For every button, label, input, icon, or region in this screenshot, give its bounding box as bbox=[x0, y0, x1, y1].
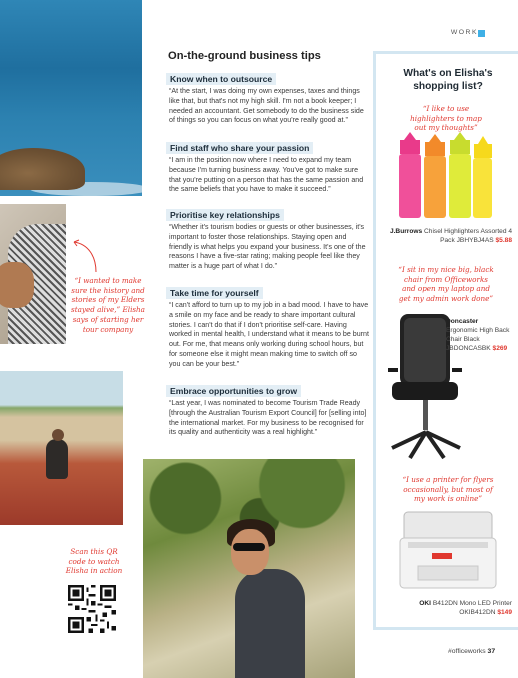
product-quote: “I use a printer for flyers occasionally, but most of my work is online” bbox=[402, 475, 494, 504]
section-body: “I can't afford to turn up to my job in a bad mood. I have to have a smile on my face and be ready to share important cultural stories. I can't do that if I don't prioritise self-care. Having worked in mental health, I understand what it means to be burnt out. For me, that means only working during school hours, but for someone else it might mean making time to switch off so you can be your best.” bbox=[169, 301, 369, 368]
section-label: WORK bbox=[450, 29, 478, 36]
section-body: “At the start, I was doing my own expenses, taxes and things like that, but that's not my high skill. I'm not a book keeper; I needed an accountant. Get somebody to do the business side of things so you can focus on what you're really good at.” bbox=[169, 87, 364, 125]
section-body: “Last year, I was nominated to become Tourism Trade Ready [through the Australian Tourism Export Council] for [selling into] the international market. For my business to be recognised for its quality and authenticity was a real highlight.” bbox=[169, 399, 367, 437]
product-price: $149 bbox=[497, 608, 512, 616]
product-info bbox=[446, 318, 510, 354]
footer bbox=[448, 648, 495, 655]
footer-hashtag: #officeworks bbox=[448, 648, 486, 655]
product-brand: OKI bbox=[419, 600, 431, 607]
section-marker bbox=[478, 30, 485, 37]
history-caption: “I wanted to make sure the history and stories of my Elders stayed alive,” Elisha says of starting her tour company bbox=[71, 276, 145, 334]
product-brand: J.Burrows bbox=[389, 228, 423, 235]
product-quote: “I like to use highlighters to map out my thoughts” bbox=[410, 104, 482, 133]
product-info bbox=[384, 228, 512, 246]
printer-image[interactable] bbox=[398, 508, 498, 594]
section-heading: Know when to outsource bbox=[166, 73, 276, 85]
qr-caption: Scan this QR code to watch Elisha in action bbox=[65, 547, 123, 576]
river-photo bbox=[0, 371, 123, 525]
section-heading: Prioritise key relationships bbox=[166, 209, 284, 221]
portrait-photo bbox=[0, 204, 66, 344]
ocean-photo bbox=[0, 0, 142, 196]
product-name: Chisel Highlighters Assorted 4 Pack bbox=[424, 228, 512, 244]
product-code: OKIB412DN bbox=[459, 608, 496, 616]
article-section bbox=[166, 69, 369, 126]
section-heading: Embrace opportunities to grow bbox=[166, 385, 301, 397]
hiker-photo bbox=[143, 459, 355, 678]
section-heading: Take time for yourself bbox=[166, 287, 263, 299]
article-section bbox=[166, 205, 369, 272]
highlighters-image[interactable] bbox=[392, 132, 492, 224]
product-name: B412DN Mono LED Printer bbox=[432, 600, 512, 607]
shopping-title: What's on Elisha's shopping list? bbox=[403, 68, 493, 92]
article-section bbox=[166, 283, 369, 369]
article-section bbox=[166, 381, 369, 438]
product-price: $269 bbox=[492, 344, 508, 352]
product-code: JBDONCASBK bbox=[446, 344, 491, 352]
product-quote: “I sit in my nice big, black chair from Officeworks and open my laptop and get my admin work done” bbox=[398, 265, 494, 304]
article-title: On-the-ground business tips bbox=[168, 50, 321, 62]
arrow-icon bbox=[70, 238, 100, 274]
article-section bbox=[166, 138, 369, 195]
product-brand: Doncaster bbox=[446, 318, 479, 325]
section-heading: Find staff who share your passion bbox=[166, 142, 313, 154]
section-body: “Whether it's tourism bodies or guests or other businesses, it's important to foster those relationships. Staying open and friendly is what helps you expand your business. It's one of the reasons I have a five-star rating; making people feel like they matter is a huge part of what I do.” bbox=[169, 223, 366, 271]
qr-code[interactable] bbox=[68, 585, 116, 633]
product-price: $5.88 bbox=[495, 236, 512, 244]
page-number: 37 bbox=[487, 648, 496, 655]
product-name: Ergonomic High Back Chair Black bbox=[446, 326, 510, 343]
section-body: “I am in the position now where I need to expand my team because I'm turning business away. You've got to make sure that you're putting on a person that has the same passion and the same beliefs that you have to make it succeed.” bbox=[169, 156, 364, 194]
product-info bbox=[392, 600, 512, 618]
product-code: JBHYBJ4AS bbox=[456, 236, 494, 244]
